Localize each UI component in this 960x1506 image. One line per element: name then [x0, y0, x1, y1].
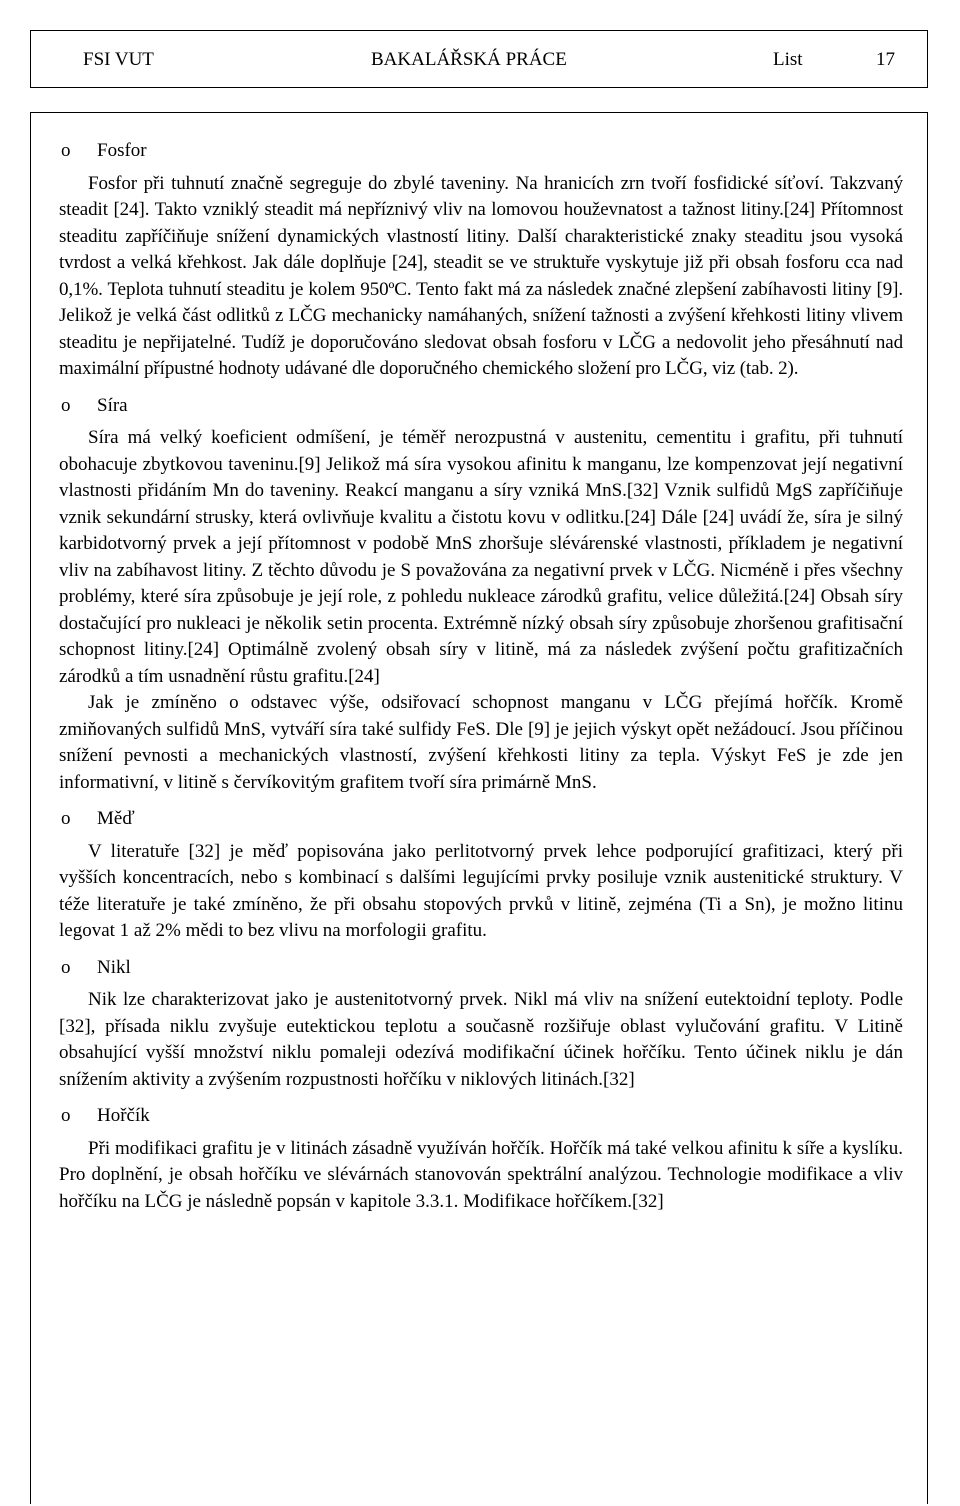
- paragraph-sira-2: Jak je zmíněno o odstavec výše, odsiřovací schopnost manganu v LČG přejímá hořčík. Kromě zmiňovaných sulfidů MnS, vytváří síra také sulfidy FeS. Dle [9] je jejich výskyt opět nežádoucí. Jsou příčinou snížení pevnosti a mechanických vlastností, zvýšení křehkosti litiny za tepla. Výskyt FeS je zde jen informativní, v litině s červíkovitým grafitem tvoří síra primárně MnS.: [59, 692, 903, 793]
- paragraph-horcik: Při modifikaci grafitu je v litinách zásadně využíván hořčík. Hořčík má také velkou afinitu k síře a kyslíku. Pro doplnění, je obsah hořčíku ve slévárnách stanovován spektrální analýzou. Technologie modifikace a vliv hořčíku na LČG je následně popsán v kapitole 3.3.1. Modifikace hořčíkem.[32]: [59, 1137, 903, 1212]
- header-faculty: FSI VUT: [83, 49, 154, 70]
- section-title: Síra: [97, 394, 128, 416]
- section-heading-sira: [59, 393, 903, 420]
- paragraph-fosfor: Fosfor při tuhnutí značně segreguje do zbylé taveniny. Na hranicích zrn tvoří fosfidické síťoví. Takzvaný steadit [24]. Takto vzniklý steadit má nepříznivý vliv na lomovou houževnatost a tažnost litiny.[24] Přítomnost steaditu zapříčiňuje snížení dynamických vlastností litiny. Další charakteristické znaky steaditu jsou vysoká tvrdost a velká křehkost. Jak dále doplňuje [24], steadit se ve struktuře vyskytuje již při obsah fosforu cca nad 0,1%. Teplota tuhnutí steaditu je kolem 950ºC. Tento fakt má za následek značné zlepšení zabíhavosti litiny [9]. Jelikož je velká část odlitků z LČG mechanicky namáhaných, snížení tažnosti a zvýšení křehkosti litiny vlivem steaditu je nepřijatelné. Tudíž je doporučováno sledovat obsah fosforu v LČG a nedovolit jeho přesáhnutí nad maximální přípustné hodnoty udávané dle doporučného chemického složení pro LČG, viz (tab. 2).: [59, 172, 903, 379]
- section-title: Fosfor: [97, 140, 147, 161]
- section-title: Hořčík: [97, 1105, 150, 1126]
- section-title: Měď: [97, 808, 135, 829]
- bullet-icon: o: [61, 1105, 71, 1126]
- header-sheet-label: List: [773, 49, 803, 70]
- section-heading-nikl: [59, 955, 903, 982]
- paragraph-nikl: Nik lze charakterizovat jako je austenitotvorný prvek. Nikl má vliv na snížení eutektoidní teploty. Podle [32], přísada niklu zvyšuje eutektickou teplotu a současně rozšiřuje oblast vylučování grafitu. V Litině obsahující vyšší množství niklu pomaleji odezívá modifikační účinek hořčíku. Tento účinek niklu je dán snížením aktivity a zvýšením rozpustnosti hořčíku v niklových litinách.[32]: [59, 989, 903, 1090]
- bullet-icon: o: [61, 140, 71, 161]
- section-heading-med: [59, 806, 903, 833]
- page-header: [30, 30, 928, 88]
- section-heading-horcik: [59, 1103, 903, 1130]
- paragraph-sira-1: Síra má velký koeficient odmíšení, je téměř nerozpustná v austenitu, cementitu i grafitu, při tuhnutí obohacuje zbytkovou taveninu.[9] Jelikož má síra vysokou afinitu k manganu, lze kompenzovat její negativní vlastnosti přidáním Mn do taveniny. Reakcí manganu a síry vzniká MnS.[32] Vznik sulfidů MgS zapříčiňuje vznik sekundární strusky, která ovlivňuje kvalitu a čistotu kovu v odlitku.[24] Dále [24] uvádí že, síra je silný karbidotvorný prvek a její přítomnost v podobě MnS zhoršuje slévárenské vlastnosti, příkladem je negativní vliv na zabíhavost litiny. Z těchto důvodu je S považována za negativní prvek v LČG. Nicméně i přes všechny problémy, které síra způsobuje je její role, z pohledu nukleace zárodků grafitu, velice důležitá.[24] Obsah síry dostačující pro nukleaci je několik setin procenta. Extrémně nízký obsah síry způsobuje zhoršenou grafitisační schopnost litiny.[24] Optimálně zvolený obsah síry v litině, má za následek zvýšení počtu grafitizačních zárodků a tím usnadnění růstu grafitu.[24]: [59, 427, 903, 687]
- section-heading-fosfor: [59, 138, 903, 165]
- header-page-number: 17: [876, 49, 895, 70]
- document-body: [59, 138, 903, 1215]
- paragraph-med: V literatuře [32] je měď popisována jako perlitotvorný prvek lehce podporující grafitizaci, který při vyšších koncentracích, nebo s kombinací s dalšími legujícími prvky posiluje vznik austenitické struktury. V téže literatuře je také zmíněno, že při obsahu stopových prvků v litině, zejména (Ti a Sn), je možno litinu legovat 1 až 2% mědi to bez vlivu na morfologii grafitu.: [59, 840, 903, 941]
- header-thesis-type: BAKALÁŘSKÁ PRÁCE: [371, 49, 567, 70]
- bullet-icon: o: [61, 394, 71, 416]
- bullet-icon: o: [61, 808, 71, 829]
- bullet-icon: o: [61, 956, 71, 978]
- section-title: Nikl: [97, 956, 131, 978]
